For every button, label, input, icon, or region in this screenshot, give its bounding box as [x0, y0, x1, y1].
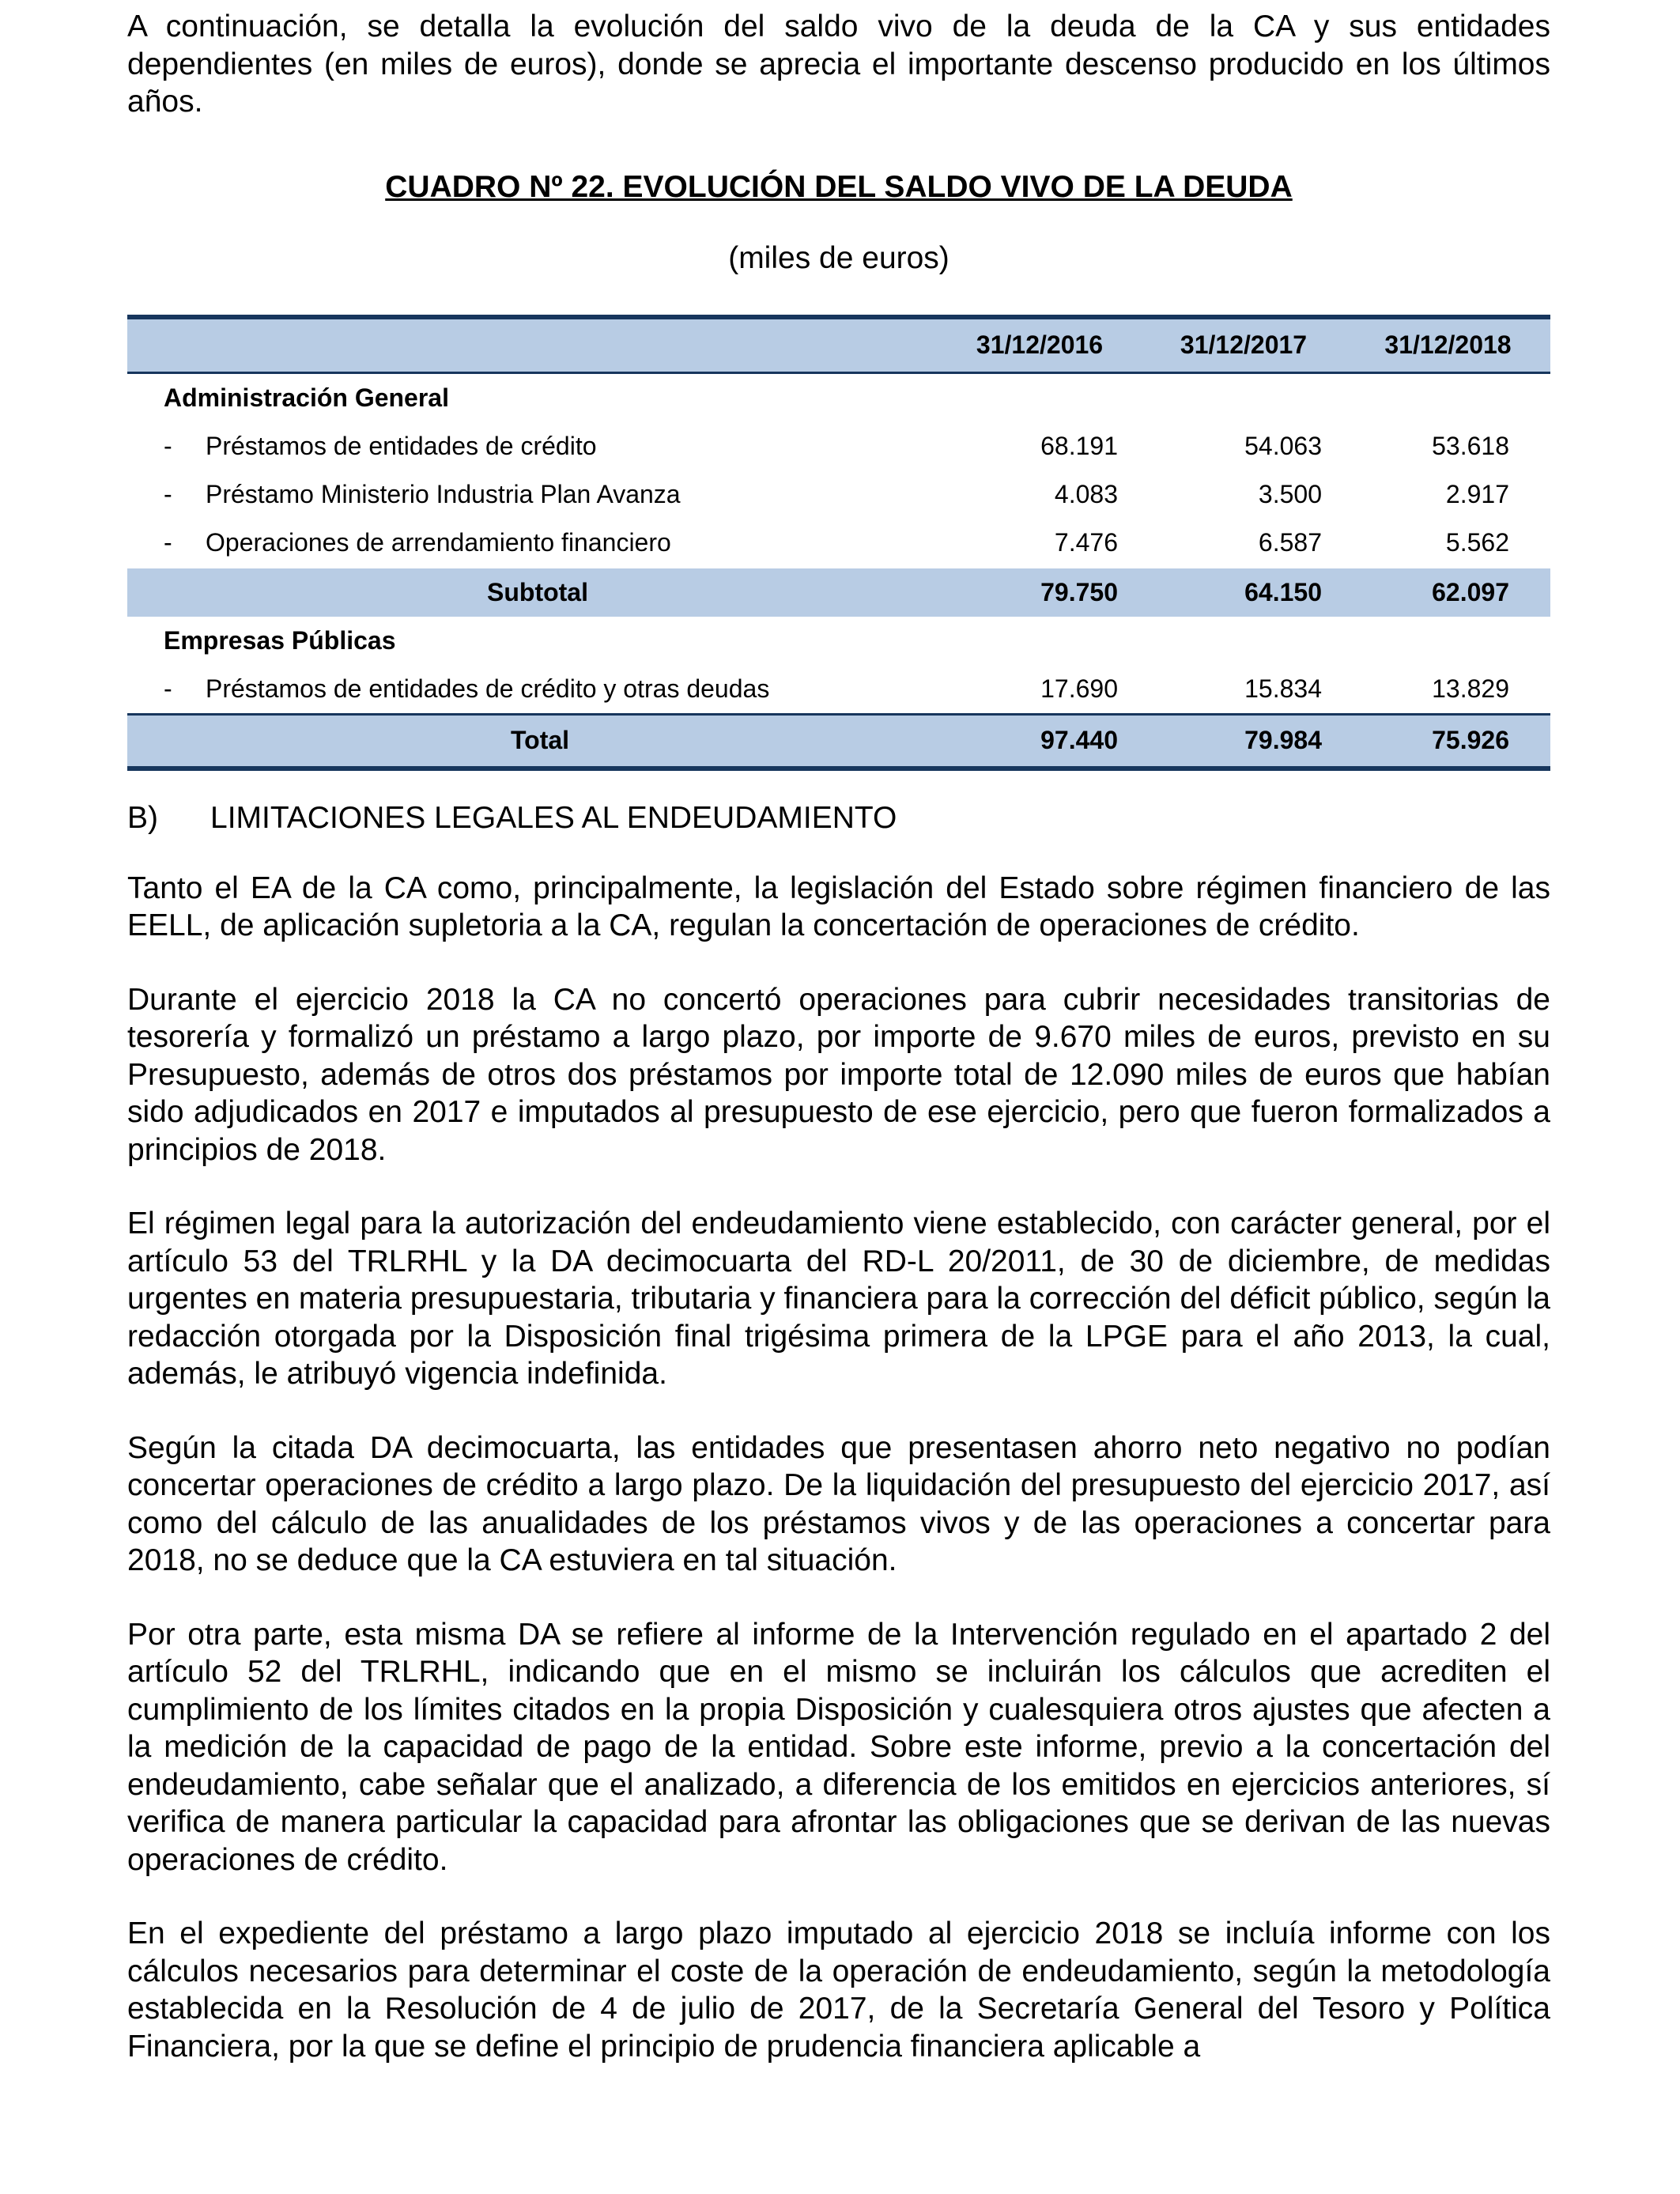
row-label: Préstamos de entidades de crédito y otras deudas [206, 674, 770, 703]
row-value-2018: 13.829 [1432, 674, 1509, 703]
section-label: Empresas Públicas [164, 625, 396, 655]
row-value-2016: 4.083 [1054, 479, 1118, 508]
row-label-cell [127, 470, 938, 519]
table-row [127, 470, 1550, 519]
row-label: Operaciones de arrendamiento financiero [206, 527, 671, 557]
section-heading [127, 799, 1550, 836]
header-blank-cell [127, 317, 938, 373]
total-label: Total [127, 714, 938, 768]
row-dash: - [164, 674, 172, 703]
row-label: Préstamos de entidades de crédito [206, 431, 597, 460]
subtotal-row [127, 568, 1550, 617]
section-row-empresas [127, 617, 1550, 665]
document-page [127, 8, 1550, 2065]
row-value-2016: 7.476 [1054, 527, 1118, 557]
intro-paragraph: A continuación, se detalla la evolución del saldo vivo de la deuda de la CA y sus entidades dependientes (en miles de euros), donde se aprecia el importante descenso producido en los últimos años. [127, 9, 1550, 119]
table-row [127, 665, 1550, 715]
subtotal-label: Subtotal [127, 568, 938, 617]
row-value-2017: 15.834 [1244, 674, 1322, 703]
row-dash: - [164, 431, 172, 460]
body-paragraph: Por otra parte, esta misma DA se refiere al informe de la Intervención regulado en el apartado 2 del artículo 52 del TRLRHL, indicando que en el mismo se incluirán los cálculos que acrediten el cumplimiento de los límites citados en la propia Disposición y cualesquiera otros ajustes que afecten a la medición de la capacidad de pago de la entidad. Sobre este informe, previo a la concertación del endeudamiento, cabe señalar que el analizado, a diferencia de los emitidos en ejercicios anteriores, sí verifica de manera particular la capacidad para afrontar las obligaciones que se derivan de las nuevas operaciones de crédito. [127, 1617, 1550, 1877]
row-value-2017: 54.063 [1244, 431, 1322, 460]
total-value-2017: 79.984 [1142, 714, 1346, 768]
row-value-2018: 5.562 [1445, 527, 1509, 557]
total-row [127, 714, 1550, 768]
section-letter: B) [127, 800, 158, 835]
row-value-2017: 3.500 [1258, 479, 1322, 508]
subtotal-value-2016: 79.750 [938, 568, 1142, 617]
row-value-2018: 2.917 [1445, 479, 1509, 508]
section-title: LIMITACIONES LEGALES AL ENDEUDAMIENTO [210, 800, 897, 835]
row-value-2016: 17.690 [1040, 674, 1118, 703]
section-label: Administración General [164, 383, 449, 412]
table-subtitle: (miles de euros) [728, 240, 949, 275]
row-value-2018: 53.618 [1432, 431, 1509, 460]
header-col-2018: 31/12/2018 [1346, 317, 1550, 373]
row-dash: - [164, 479, 172, 508]
body-paragraph: Según la citada DA decimocuarta, las entidades que presentasen ahorro neto negativo no podían concertar operaciones de crédito a largo plazo. De la liquidación del presupuesto del ejercicio 2017, así como del cálculo de las anualidades de los préstamos vivos y de las operaciones a concertar para 2018, no se deduce que la CA estuviera en tal situación. [127, 1430, 1550, 1577]
table-row [127, 422, 1550, 470]
subtotal-value-2017: 64.150 [1142, 568, 1346, 617]
row-label-cell [127, 665, 938, 715]
row-label-cell [127, 519, 938, 568]
row-label: Préstamo Ministerio Industria Plan Avanza [206, 479, 681, 508]
body-paragraph: Durante el ejercicio 2018 la CA no concertó operaciones para cubrir necesidades transitorias de tesorería y formalizó un préstamo a largo plazo, por importe de 9.670 miles de euros, previsto en su Presupuesto, además de otros dos préstamos por importe total de 12.090 miles de euros que habían sido adjudicados en 2017 e imputados al presupuesto de ese ejercicio, pero que fueron formalizados a principios de 2018. [127, 982, 1550, 1167]
table-header-row [127, 317, 1550, 373]
section-row-administracion [127, 372, 1550, 422]
subtotal-value-2018: 62.097 [1346, 568, 1550, 617]
header-col-2016: 31/12/2016 [938, 317, 1142, 373]
header-col-2017: 31/12/2017 [1142, 317, 1346, 373]
body-paragraph: Tanto el EA de la CA como, principalmente, la legislación del Estado sobre régimen financiero de las EELL, de aplicación supletoria a la CA, regulan la concertación de operaciones de crédito. [127, 870, 1550, 942]
row-value-2017: 6.587 [1258, 527, 1322, 557]
debt-table [127, 315, 1550, 771]
row-label-cell [127, 422, 938, 470]
total-value-2018: 75.926 [1346, 714, 1550, 768]
total-value-2016: 97.440 [938, 714, 1142, 768]
body-paragraph: El régimen legal para la autorización del endeudamiento viene establecido, con carácter general, por el artículo 53 del TRLRHL y la DA decimocuarta del RD-L 20/2011, de 30 de diciembre, de medidas urgentes en materia presupuestaria, tributaria y financiera para la corrección del déficit público, según la redacción otorgada por la Disposición final trigésima primera de la LPGE para el año 2013, la cual, además, le atribuyó vigencia indefinida. [127, 1207, 1550, 1391]
body-paragraph: En el expediente del préstamo a largo plazo imputado al ejercicio 2018 se incluía informe con los cálculos necesarios para determinar el coste de la operación de endeudamiento, según la metodología establecida en la Resolución de 4 de julio de 2017, de la Secretaría General del Tesoro y Política Financiera, por la que se define el principio de prudencia financiera aplicable a [127, 1916, 1550, 2064]
table-title: CUADRO Nº 22. EVOLUCIÓN DEL SALDO VIVO DE LA DEUDA [385, 169, 1293, 204]
row-dash: - [164, 527, 172, 557]
row-value-2016: 68.191 [1040, 431, 1118, 460]
table-row [127, 519, 1550, 568]
